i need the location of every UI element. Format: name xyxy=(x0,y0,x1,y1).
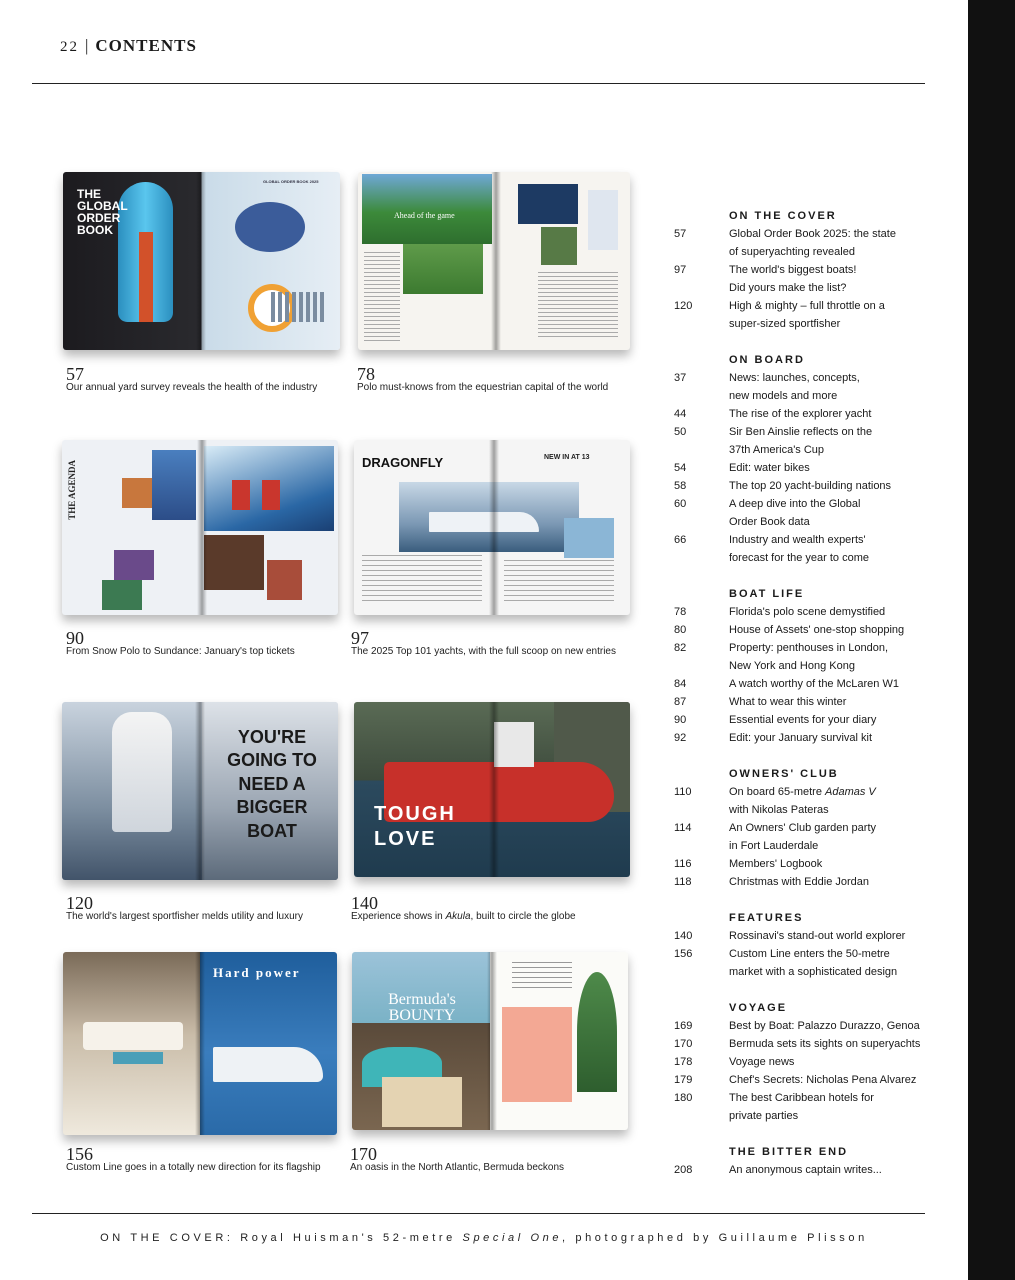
tile-caption: An oasis in the North Atlantic, Bermuda beckons xyxy=(350,1162,565,1173)
section-title: OWNERS' CLUB xyxy=(729,768,839,780)
toc-entry[interactable]: 140 Rossinavi's stand-out world explorer xyxy=(674,930,906,942)
spread-title-right: GLOBAL ORDER BOOK 2025 xyxy=(263,179,319,184)
section-bitter-end xyxy=(674,1143,934,1179)
spread-image xyxy=(63,172,340,350)
spread-title: THE GLOBAL ORDER BOOK xyxy=(77,187,128,237)
page-title: CONTENTS xyxy=(95,36,197,55)
section-title: FEATURES xyxy=(729,912,804,924)
toc-entry[interactable]: 208 An anonymous captain writes... xyxy=(674,1164,882,1176)
tile-caption: The 2025 Top 101 yachts, with the full scoop on new entries xyxy=(351,646,616,657)
toc-entry[interactable]: 110 On board 65-metre Adamas V with Nikolas Pateras xyxy=(674,786,876,816)
toc-entry[interactable]: 180 The best Caribbean hotels for private parties xyxy=(674,1092,874,1122)
tile-caption: Custom Line goes in a totally new direction for its flagship xyxy=(66,1162,321,1173)
tile-page-number: 97 xyxy=(351,628,369,648)
toc-entry[interactable]: 60 A deep dive into the Global Order Book data xyxy=(674,498,861,528)
spread-image xyxy=(354,440,630,615)
spread-image xyxy=(352,952,628,1130)
tile-page-number: 140 xyxy=(351,893,378,913)
toc-entry[interactable]: 50 Sir Ben Ainslie reflects on the 37th America's Cup xyxy=(674,426,873,456)
yacht-name: Akula xyxy=(445,911,471,922)
tile-caption: Our annual yard survey reveals the health of the industry xyxy=(66,382,318,393)
spread-title: YOU'RE GOING TO NEED A BIGGER BOAT xyxy=(227,727,317,841)
spread-image xyxy=(63,952,337,1135)
yacht-name: Adamas V xyxy=(825,786,876,798)
spread-title: Bermuda's BOUNTY xyxy=(388,991,456,1024)
section-voyage xyxy=(674,999,934,1125)
spread-title: Ahead of the game xyxy=(394,211,455,220)
page-edge-bar xyxy=(968,0,1015,1280)
spread-image xyxy=(358,172,630,350)
toc-entry[interactable]: 82 Property: penthouses in London, New York and Hong Kong xyxy=(674,642,889,672)
spread-title: Hard power xyxy=(213,965,301,980)
toc-entry[interactable]: 87 What to wear this winter xyxy=(674,696,847,708)
toc-entry[interactable]: 114 An Owners' Club garden party in Fort Lauderdale xyxy=(674,822,877,852)
toc-entry[interactable]: 58 The top 20 yacht-building nations xyxy=(674,480,892,492)
toc-entry[interactable]: 78 Florida's polo scene demystified xyxy=(674,606,886,618)
section-on-board xyxy=(674,351,934,567)
spread-title: DRAGONFLY xyxy=(362,455,444,470)
toc-entry[interactable]: 44 The rise of the explorer yacht xyxy=(674,408,872,420)
toc-entry[interactable]: 92 Edit: your January survival kit xyxy=(674,732,873,744)
top-rule xyxy=(32,83,925,84)
spread-image xyxy=(62,702,338,880)
toc-entry[interactable]: 97 The world's biggest boats! Did yours make the list? xyxy=(674,264,857,294)
tile-caption: Experience shows in Akula, built to circle the globe xyxy=(351,911,576,922)
tile-caption: From Snow Polo to Sundance: January's top tickets xyxy=(66,646,295,657)
tile-page-number: 78 xyxy=(357,364,375,384)
cover-credit: ON THE COVER: Royal Huisman's 52-metre Special One, photographed by Guillaume Plisson xyxy=(100,1232,868,1244)
tile-page-number: 57 xyxy=(66,364,84,384)
tile-page-number: 90 xyxy=(66,628,84,648)
page-header xyxy=(60,36,197,56)
section-title: ON THE COVER xyxy=(729,210,837,222)
toc-entry[interactable]: 170 Bermuda sets its sights on superyachts xyxy=(674,1038,921,1050)
section-title: BOAT LIFE xyxy=(729,588,805,600)
spread-title: THE AGENDA xyxy=(67,460,77,520)
section-title: THE BITTER END xyxy=(729,1146,849,1158)
toc-entry[interactable]: 156 Custom Line enters the 50-metre market with a sophisticated design xyxy=(674,948,898,978)
toc-entry[interactable]: 178 Voyage news xyxy=(674,1056,795,1068)
toc-entry[interactable]: 116 Members' Logbook xyxy=(674,858,823,870)
toc-entry[interactable]: 66 Industry and wealth experts' forecast for the year to come xyxy=(674,534,870,564)
toc-entry[interactable]: 80 House of Assets' one-stop shopping xyxy=(674,624,905,636)
spread-image xyxy=(354,702,630,877)
section-on-the-cover xyxy=(674,207,934,333)
tile-page-number: 120 xyxy=(66,893,93,913)
bottom-rule xyxy=(32,1213,925,1214)
toc-entry[interactable]: 169 Best by Boat: Palazzo Durazzo, Genoa xyxy=(674,1020,920,1032)
toc-entry[interactable]: 90 Essential events for your diary xyxy=(674,714,877,726)
section-features xyxy=(674,909,934,981)
toc-entry[interactable]: 84 A watch worthy of the McLaren W1 xyxy=(674,678,899,690)
table-of-contents xyxy=(674,207,934,1197)
spread-title-right: NEW IN AT 13 xyxy=(544,454,590,461)
page-number: 22 xyxy=(60,39,79,55)
tile-page-number: 170 xyxy=(350,1144,377,1164)
toc-entry[interactable]: 37 News: launches, concepts, new models and more xyxy=(674,372,860,402)
section-boat-life xyxy=(674,585,934,747)
yacht-name: Special One xyxy=(462,1232,563,1244)
tile-caption: The world's largest sportfisher melds utility and luxury xyxy=(66,911,304,922)
section-owners-club xyxy=(674,765,934,891)
tile-page-number: 156 xyxy=(66,1144,93,1164)
spread-image xyxy=(62,440,338,615)
spread-title: TOUGH LOVE xyxy=(374,803,456,850)
toc-entry[interactable]: 57 Global Order Book 2025: the state of superyachting revealed xyxy=(674,228,896,258)
toc-entry[interactable]: 118 Christmas with Eddie Jordan xyxy=(674,876,870,888)
section-title: VOYAGE xyxy=(729,1002,788,1014)
toc-entry[interactable]: 120 High & mighty – full throttle on a super-sized sportfisher xyxy=(674,300,885,330)
tile-caption: Polo must-knows from the equestrian capital of the world xyxy=(357,382,609,393)
header-separator: | xyxy=(85,36,90,55)
section-title: ON BOARD xyxy=(729,354,805,366)
toc-entry[interactable]: 54 Edit: water bikes xyxy=(674,462,810,474)
toc-entry[interactable]: 179 Chef's Secrets: Nicholas Pena Alvarez xyxy=(674,1074,917,1086)
